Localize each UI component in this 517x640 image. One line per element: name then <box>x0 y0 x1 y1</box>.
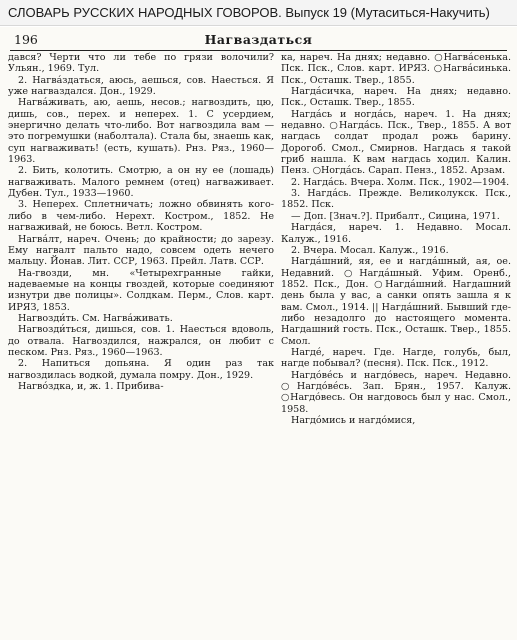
entry-paragraph: 2. Нагда́сь. Вчера. Холм. Пск., 1902—1904. <box>291 176 510 188</box>
entry-paragraph: — Доп. [Знач.?]. Прибалт., Сицина, 1971. <box>291 210 500 222</box>
entry-paragraph: 2. Бить, колотить. Смотрю, а он ну ее (лошадь) нагваживать. Малого ремнем (отец) нагваживает. Дубен. Тул., 1933—1960. <box>8 165 274 200</box>
running-header <box>0 30 517 48</box>
entry-paragraph: Нагде́, нареч. Где. Нагде, голубь, был, нагде побывал? (песня). Пск. Пск., 1912. <box>281 346 511 370</box>
entry-paragraph: Нагвозди́ть. См. Нагва́живать. <box>18 312 173 324</box>
entry-paragraph: Нагдо́ве́сь и нагдо́весь, нареч. Недавно. ○Нагдо́ве́сь. Зап. Брян., 1957. Калуж. ○Нагдо́весь. Он нагдовось был у нас. Смол., 1958. <box>281 369 511 415</box>
window-title: СЛОВАРЬ РУССКИХ НАРОДНЫХ ГОВОРОВ. Выпуск 19 (Мутаситься-Накучить) <box>8 5 490 20</box>
entry-paragraph: Нагво́здка, и, ж. 1. Прибива- <box>18 380 164 392</box>
entry-paragraph: Нагда́ся, нареч. 1. Недавно. Мосал. Калуж., 1916. <box>281 222 511 245</box>
right-column <box>281 52 511 640</box>
entry-paragraph: Нагда́сичка, нареч. На днях; недавно. Пск., Осташк. Твер., 1855. <box>281 86 511 109</box>
entry-paragraph: Нагва́лт, нареч. Очень; до крайности; до зарезу. Ему нагвалт пальто надо, совсем одеть нечего мальцу. Йонав. Лит. ССР, 1963. Прейл. Латв. ССР. <box>8 233 274 268</box>
entry-paragraph: Нагдо́мись и нагдо́мися, <box>291 415 416 426</box>
entry-paragraph: Нагда́шний, яя, ее и нагда́шный, ая, ое. Недавний. ○Нагда́шный. Уфим. Оренб., 1852. Пск., Дон. ○Нагда́шний. Нагдашний день была у вас, а санки опять зашла я к вам. Смол., 1914. || Нагда́шний. Бывший где-либо незадолго до настоящего момента. Нагдашний гость. Пск., Осташк. Твер., 1855. Смол. <box>281 256 511 347</box>
page-number: 196 <box>14 32 38 47</box>
entry-paragraph: 2. Напиться допьяна. Я один раз так нагвоздилась водкой, думала помру. Дон., 1929. <box>8 358 274 381</box>
left-column <box>8 52 274 640</box>
entry-paragraph: Нагвозди́ться, дишься, сов. 1. Наесться вдоволь, до отвала. Нагвоздился, нажрался, он любит с песком. Рнз. Ряз., 1960—1963. <box>8 324 274 358</box>
entry-paragraph: На-гвозди, мн. «Четырехгранные гайки, надеваемые на концы гвоздей, которые соединяют изнутри две полицы». Солдкам. Перм., Слов. карт. ИРЯЗ, 1853. <box>8 267 274 313</box>
entry-paragraph: Нагва́живать, аю, аешь, несов.; нагвоздить, цю, дишь, сов., перех. и неперех. 1. С усердием, энергично делать что-либо. Вот нагвоздила вам — это погремушки (наболтала). Стала бы, знаешь как, суп нагваживать! (есть, кушать). Рнз. Ряз., 1960—1963. <box>8 97 274 166</box>
entry-paragraph: ка, нареч. На днях; недавно. ○Нагва́сенька. Пск. Пск., Слов. карт. ИРЯЗ. ○Нагва́синька. Пск., Осташк. Твер., 1855. <box>281 52 511 86</box>
entry-paragraph: 3. Нагда́сь. Прежде. Великолукск. Пск., 1852. Пск. <box>281 188 511 211</box>
window-title-bar <box>0 0 517 26</box>
entry-paragraph: 2. Нагва́здаться, аюсь, аешься, сов. Наесться. Я уже нагваздался. Дон., 1929. <box>8 74 274 98</box>
entry-paragraph: дався? Черти что ли тебе по грязи волочили? Ульян., 1969. Тул. <box>8 52 274 75</box>
entry-paragraph: 3. Неперех. Сплетничать; ложно обвинять кого-либо в чем-либо. Нерехт. Костром., 1852. Не нагваживай, не боюсь. Ветл. Костром. <box>8 199 274 234</box>
header-rule <box>10 50 507 51</box>
entry-paragraph: Нагда́сь и ногда́сь, нареч. 1. На днях; недавно. ○Нагда́сь. Пск., Твер., 1855. А вот нагдась солдат продал рожь барину. Дорогоб. Смол., Смирнов. Нагдась я такой гриб нашла. К вам нагдась ходил. Калин. Пенз. ○Ногда́сь. Сарап. Пенз., 1852. Арзам. <box>281 108 511 177</box>
running-head-word: Нагваздаться <box>204 32 313 47</box>
entry-paragraph: 2. Вчера. Мосал. Калуж., 1916. <box>291 244 449 256</box>
